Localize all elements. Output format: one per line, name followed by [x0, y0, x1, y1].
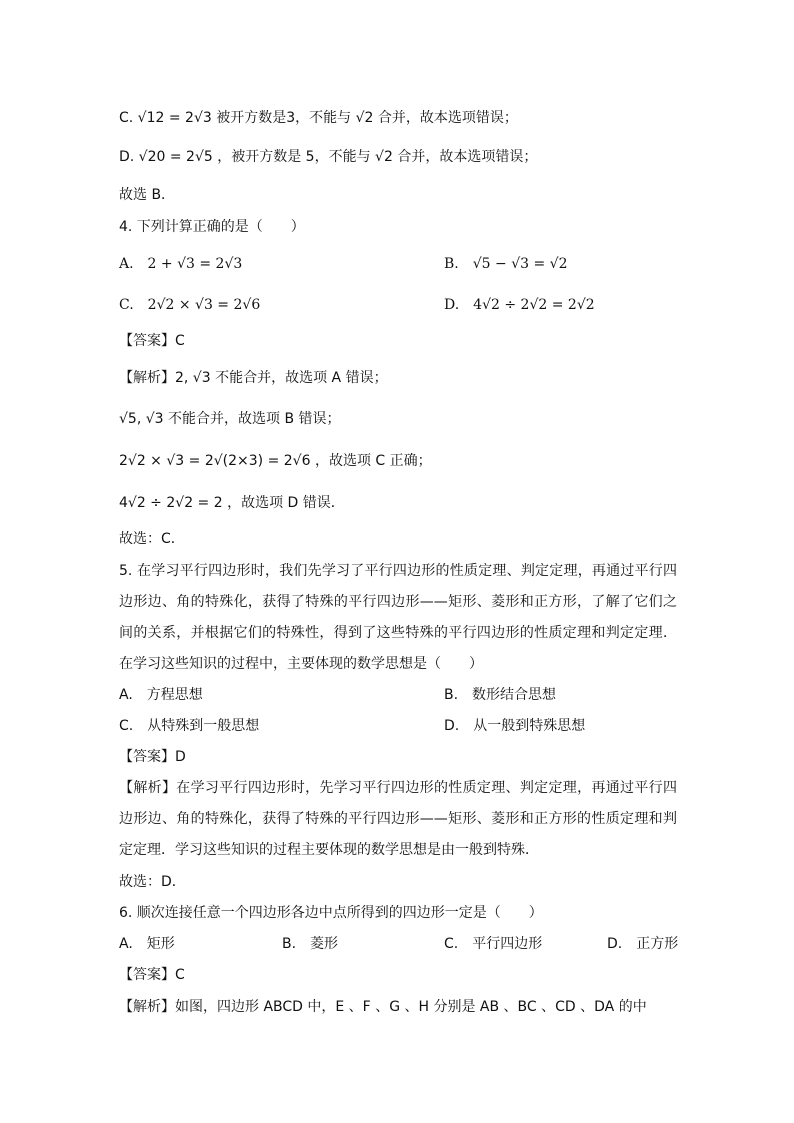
answer-select-b: 故选 B．	[119, 187, 176, 203]
q4-answer: 【答案】C	[119, 333, 185, 349]
q4-option-c: C. 2√2 × √3 = 2√6	[119, 297, 261, 313]
q5-option-d: D. 从一般到特殊思想	[444, 718, 586, 734]
q5-answer: 【答案】D	[119, 749, 186, 765]
q4-explanation-1: 【解析】2, √3 不能合并，故选项 A 错误；	[119, 370, 388, 386]
q5-explanation: 【解析】在学习平行四边形时，先学习平行四边形的性质定理、判定定理，再通过平行四边形边、角的特殊化，获得了特殊的平行四边形——矩形、菱形和正方形的性质定理和判定定理．学习这些知识的过程主要体现的数学思想是由一般到特殊．	[119, 780, 677, 858]
q4-option-d: D. 4√2 ÷ 2√2 = 2√2	[444, 297, 595, 313]
q6-option-c: C. 平行四边形	[444, 936, 543, 952]
question-6: 6. 顺次连接任意一个四边形各边中点所得到的四边形一定是（ ）	[119, 905, 543, 921]
q4-explanation-2: √5, √3 不能合并，故选项 B 错误；	[119, 411, 341, 427]
q5-select: 故选：D．	[119, 874, 186, 890]
solution-line-d: D. √20 = 2√5 ，被开方数是 5，不能与 √2 合并，故本选项错误；	[119, 149, 538, 165]
q6-option-b: B. 菱形	[282, 936, 339, 952]
q4-option-b: B. √5 − √3 = √2	[444, 256, 568, 272]
q4-option-a: A. 2 + √3 = 2√3	[119, 256, 243, 272]
q6-explanation: 【解析】如图，四边形 ABCD 中，E 、F 、G 、H 分别是 AB 、BC 、CD 、DA 的中	[119, 999, 647, 1015]
q5-option-b: B. 数形结合思想	[444, 687, 557, 703]
q4-select: 故选：C．	[119, 531, 185, 547]
q5-option-c: C. 从特殊到一般思想	[119, 718, 260, 734]
question-5: 5. 在学习平行四边形时，我们先学习了平行四边形的性质定理、判定定理，再通过平行四边形边、角的特殊化，获得了特殊的平行四边形——矩形、菱形和正方形，了解了它们之间的关系，并根据它们的特殊性，得到了这些特殊的平行四边形的性质定理和判定定理．在学习这些知识的过程中，主要体现的数学思想是（ ）	[119, 563, 677, 672]
question-4: 4. 下列计算正确的是（ ）	[119, 219, 305, 235]
q4-explanation-4: 4√2 ÷ 2√2 = 2 ，故选项 D 错误．	[119, 495, 345, 511]
q6-option-a: A. 矩形	[119, 936, 175, 952]
q6-option-d: D. 正方形	[607, 936, 679, 952]
solution-line-c: C. √12 = 2√3 被开方数是3，不能与 √2 合并，故本选项错误；	[119, 110, 518, 126]
q6-answer: 【答案】C	[119, 967, 185, 983]
q4-explanation-3: 2√2 × √3 = 2√(2×3) = 2√6 ，故选项 C 正确；	[119, 453, 432, 469]
q5-option-a: A. 方程思想	[119, 687, 203, 703]
